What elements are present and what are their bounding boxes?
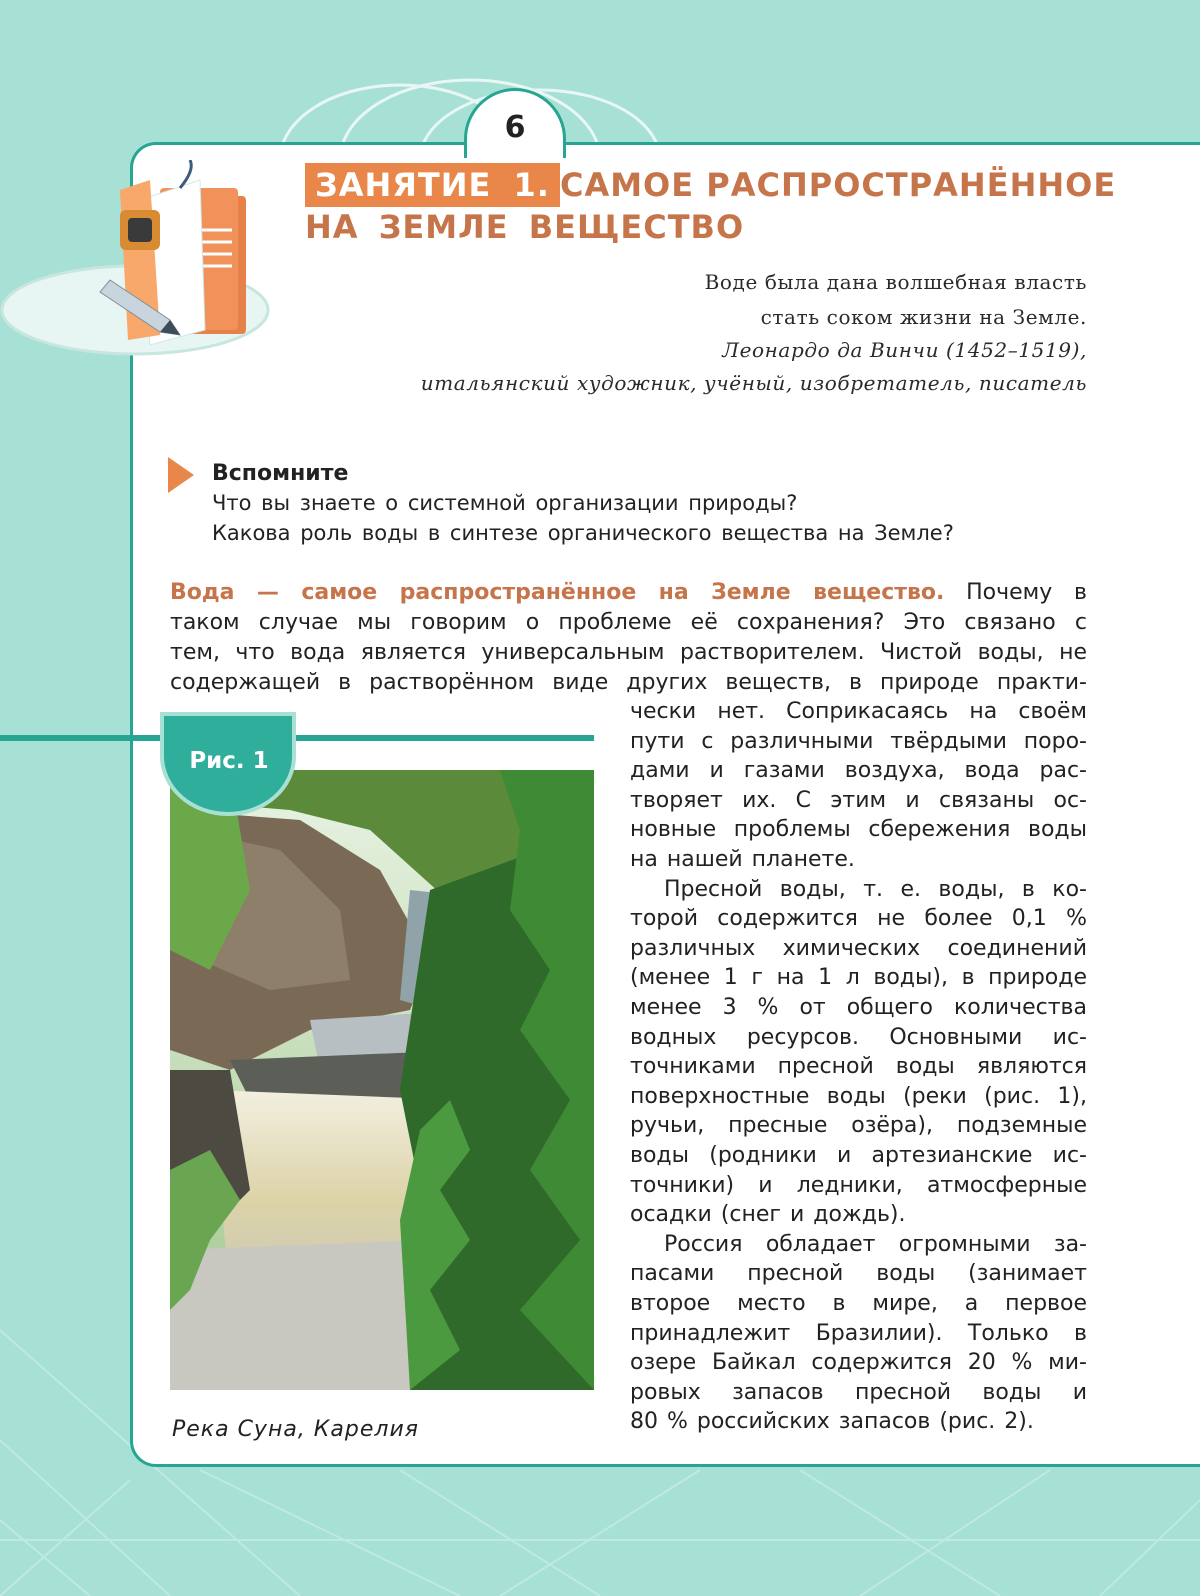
page-number: 6 [504, 110, 526, 145]
body-line: новные проблемы сбережения воды [630, 817, 1087, 843]
lesson-title-text: САМОЕ РАСПРОСТРАНЁННОЕ [559, 166, 1117, 204]
body-line: (менее 1 г на 1 л воды), в природе [630, 965, 1087, 991]
body-line: Пресной воды, т. е. воды, в ко- [664, 876, 1087, 902]
body-line [170, 578, 1087, 608]
recall-question-1: Что вы знаете о системной организации природы? [212, 491, 798, 515]
lesson-number-label: ЗАНЯТИЕ 1. [305, 163, 560, 207]
body-line: тем, что вода является универсальным растворителем. Чистой воды, не [170, 639, 1087, 665]
body-line: пути с различными твёрдыми поро- [630, 728, 1087, 754]
body-line: поверхностные воды (реки (рис. 1), [630, 1083, 1087, 1109]
body-line: таком случае мы говорим о проблеме её сохранения? Это связано с [170, 610, 1087, 635]
figure-label: Рис. 1 [189, 748, 269, 774]
body-line: чески нет. Соприкасаясь на своём [630, 699, 1087, 724]
figure-caption: Река Суна, Карелия [172, 1417, 419, 1442]
body-line: творяет их. С этим и связаны ос- [630, 787, 1087, 813]
body-line: торой содержится не более 0,1 % [630, 906, 1087, 932]
lesson-title-line2: НА ЗЕМЛЕ ВЕЩЕСТВО [305, 208, 745, 246]
body-lead-sentence: Вода — самое распространённое на Земле вещество. [170, 580, 945, 605]
body-line: на нашей планете. [630, 847, 855, 872]
body-line: ровых запасов пресной воды и [630, 1379, 1087, 1405]
body-line: второе место в мире, а первое [630, 1291, 1087, 1316]
epigraph-line-2: стать соком жизни на Земле. [760, 305, 1087, 329]
body-line: точники) и ледники, атмосферные [630, 1172, 1087, 1198]
body-line: пасами пресной воды (занимает [630, 1261, 1087, 1287]
body-line: содержащей в растворённом виде других веществ, в природе практи- [170, 669, 1087, 695]
body-line: ручьи, пресные озёра), подземные [630, 1113, 1087, 1139]
epigraph-author-description: итальянский художник, учёный, изобретатель, писатель [420, 371, 1087, 395]
body-line: Россия обладает огромными за- [664, 1231, 1087, 1257]
body-line: точниками пресной воды являются [630, 1054, 1087, 1080]
body-line: различных химических соединений [630, 935, 1087, 961]
recall-heading: Вспомните [212, 461, 349, 486]
recall-question-2: Какова роль воды в синтезе органического вещества на Земле? [212, 521, 954, 545]
epigraph-line-1: Воде была дана волшебная власть [704, 270, 1087, 294]
body-line: принадлежит Бразилии). Только в [630, 1320, 1087, 1346]
body-line: менее 3 % от общего количества [630, 995, 1087, 1020]
figure-divider [0, 735, 594, 741]
body-line: воды (родники и артезианские ис- [630, 1143, 1087, 1168]
notebook-pencil-icon [0, 160, 290, 370]
body-line: озере Байкал содержится 20 % ми- [630, 1350, 1087, 1376]
lesson-title-line1 [305, 163, 1117, 207]
body-line: дами и газами воздуха, вода рас- [630, 758, 1087, 784]
body-line: водных ресурсов. Основными ис- [630, 1024, 1087, 1050]
epigraph-author: Леонардо да Винчи (1452–1519), [722, 338, 1087, 362]
play-arrow-icon [168, 457, 194, 493]
body-line: 80 % российских запасов (рис. 2). [630, 1409, 1034, 1435]
body-line: осадки (снег и дождь). [630, 1202, 906, 1228]
waterfall-photo [170, 770, 594, 1390]
body-line-rest: Почему в [944, 580, 1087, 605]
